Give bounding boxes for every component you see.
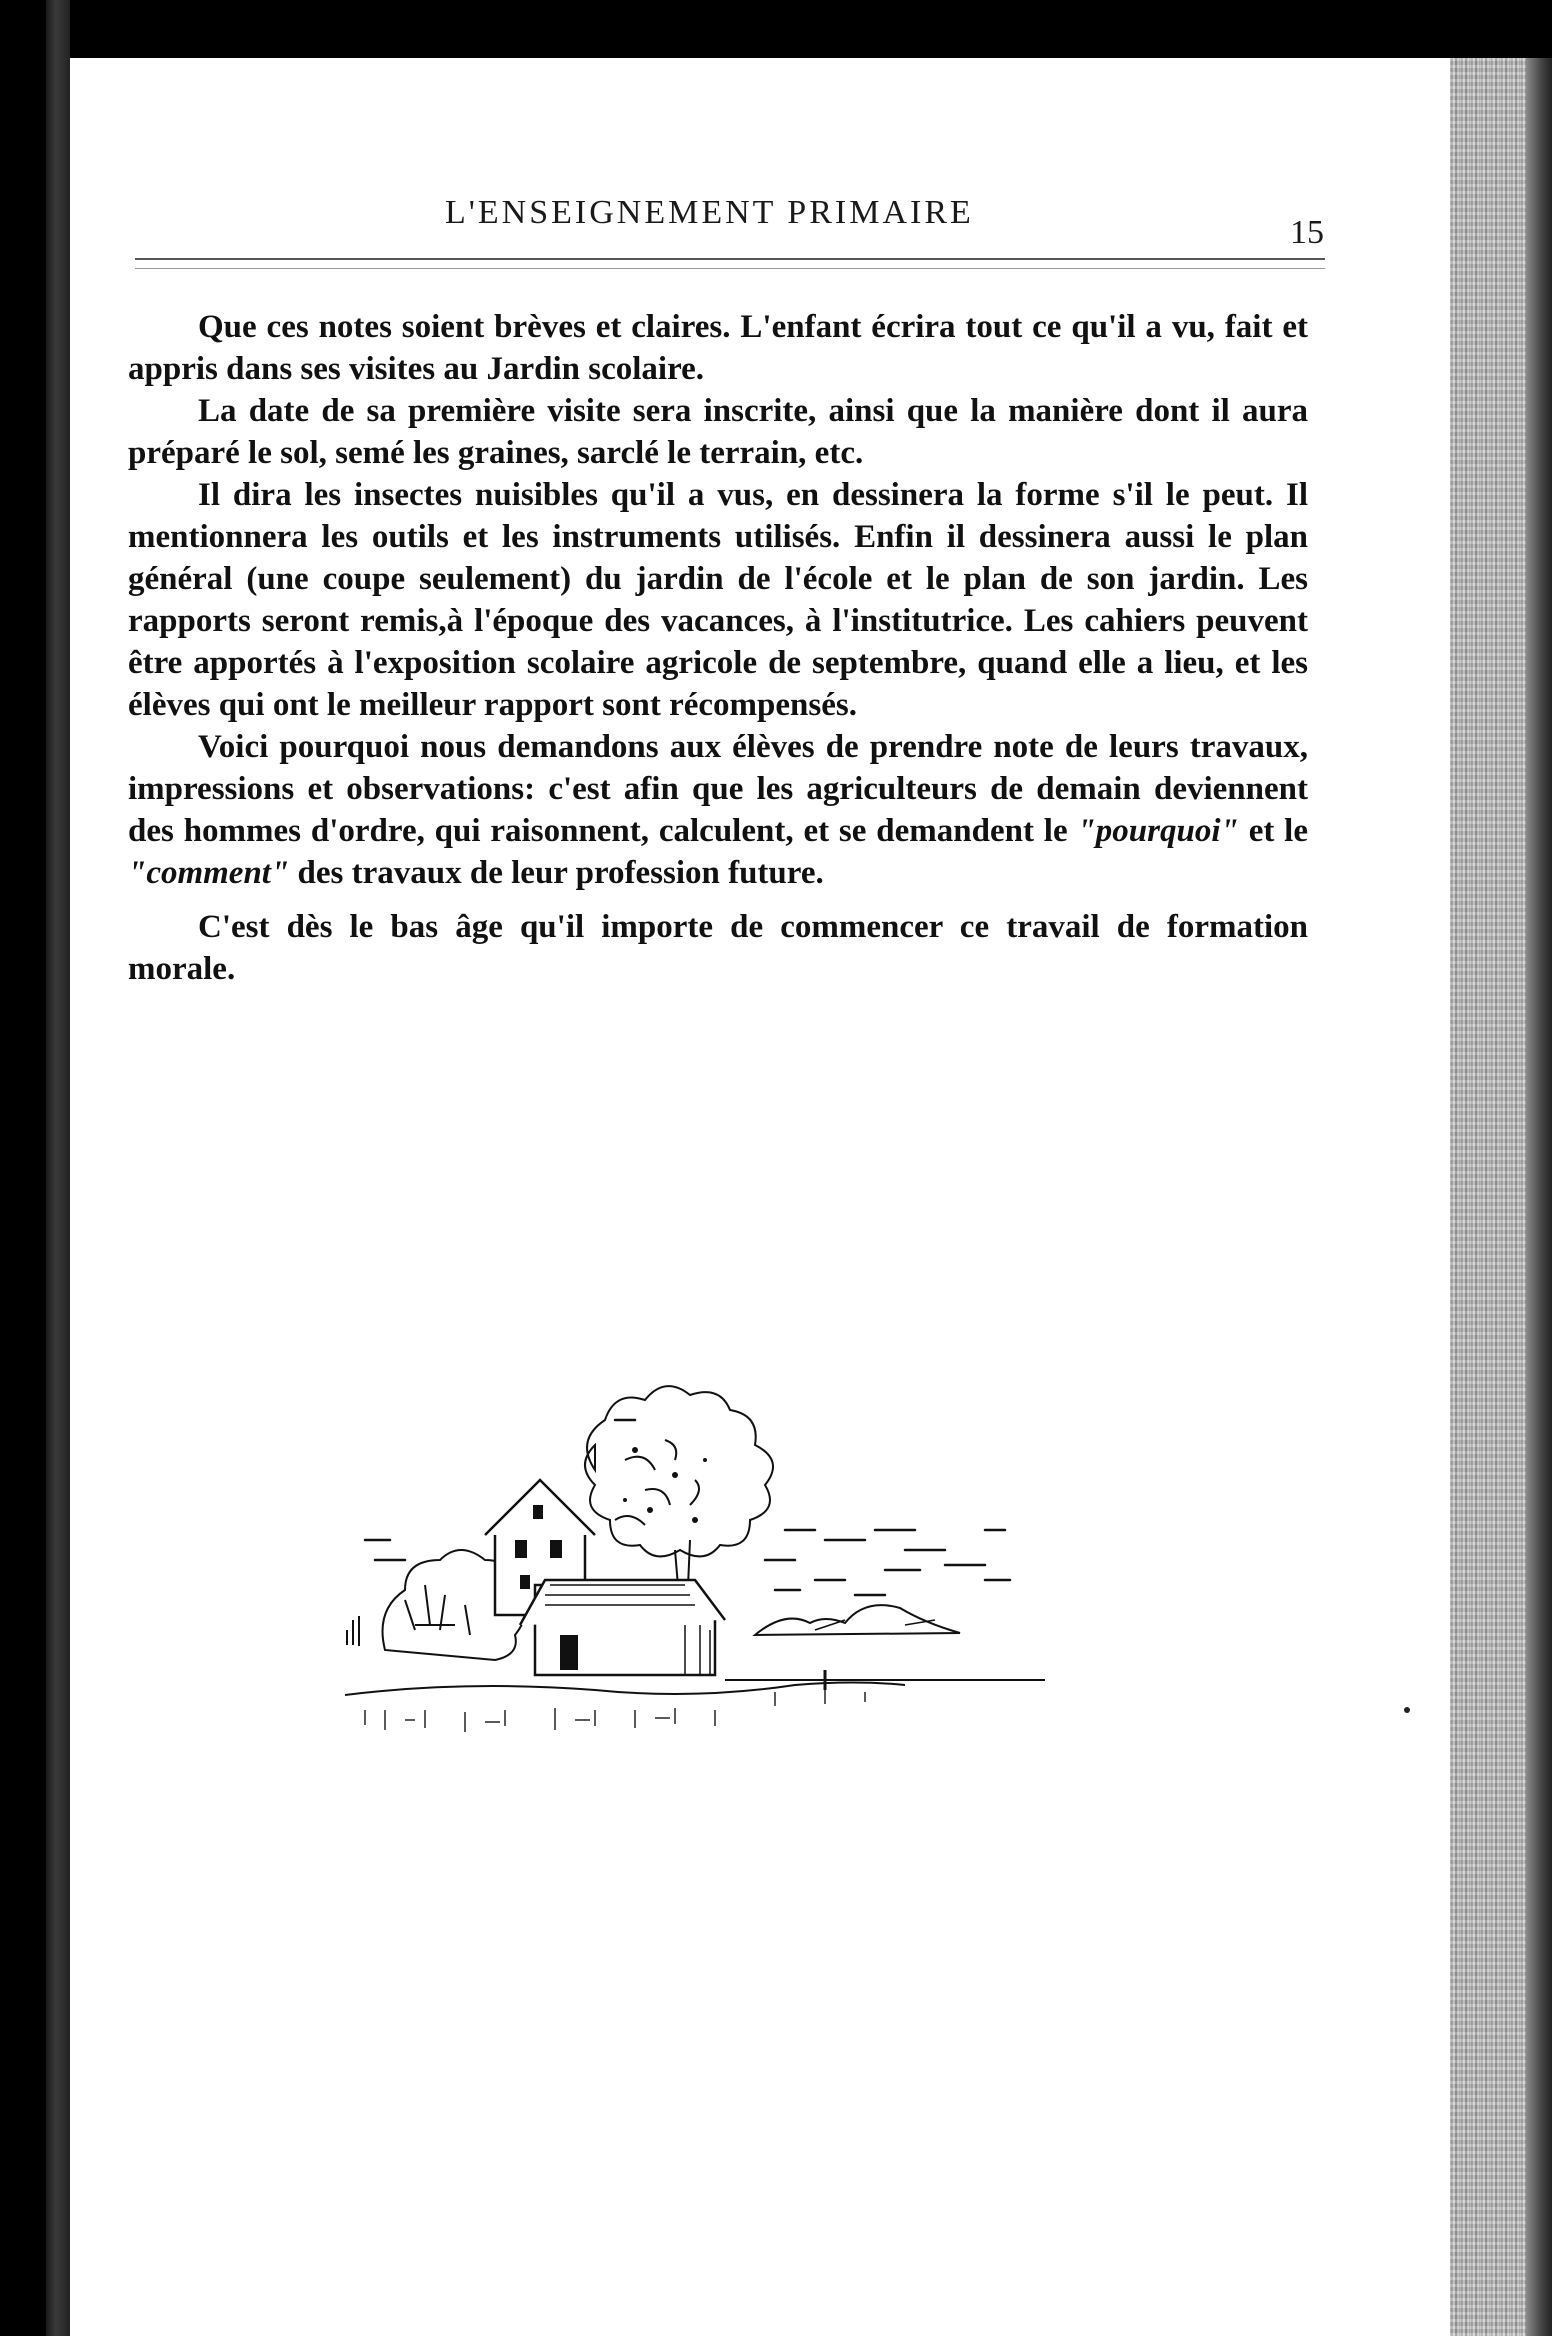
page-number: 15 — [1290, 214, 1324, 251]
scan-left-border — [0, 0, 46, 2336]
paragraph — [128, 726, 1308, 894]
emphasis-pourquoi: "pourquoi" — [1077, 813, 1239, 849]
paragraph-text: des travaux de leur profession future. — [289, 855, 824, 891]
paragraph-text: et le — [1238, 813, 1308, 849]
book-spine — [46, 0, 70, 2336]
paragraph-text: Voici pourquoi nous demandons aux élèves de prendre note de leurs travaux, impressions et observations: c'est afin que les agriculteurs de demain deviennent des hommes d'ordre, qui raisonnent, calculent, et se demandent le — [128, 729, 1308, 849]
header-rule — [135, 258, 1325, 260]
paragraph: Il dira les insectes nuisibles qu'il a vus, en dessinera la forme s'il le peut. Il mentionnera les outils et les instruments utilisés. Enfin il dessinera aussi le plan général (une coupe seulement) du jardin de l'école et le plan de son jardin. Les rapports seront remis,à l'époque des vacances, à l'institutrice. Les cahiers peuvent être apportés à l'exposition scolaire agricole de septembre, quand elle a lieu, et les élèves qui ont le meilleur rapport sont récompensés. — [128, 477, 1308, 723]
emphasis-comment: "comment" — [128, 855, 290, 891]
body-text — [128, 306, 1308, 990]
header-rule-thin — [135, 268, 1325, 269]
paragraph: Que ces notes soient brèves et claires. L'enfant écrira tout ce qu'il a vu, fait et appris dans ses visites au Jardin scolaire. — [128, 309, 1308, 387]
landscape-vignette-illustration — [345, 1380, 1065, 1780]
ink-speck — [1404, 1707, 1410, 1713]
running-title: L'ENSEIGNEMENT PRIMAIRE — [445, 194, 974, 231]
paragraph: C'est dès le bas âge qu'il importe de commencer ce travail de formation morale. — [128, 909, 1308, 987]
paragraph: La date de sa première visite sera inscrite, ainsi que la manière dont il aura préparé le sol, semé les graines, sarclé le terrain, etc. — [128, 393, 1308, 471]
page-edge-shadow — [1526, 58, 1552, 2336]
scan-top-border — [0, 0, 1552, 58]
